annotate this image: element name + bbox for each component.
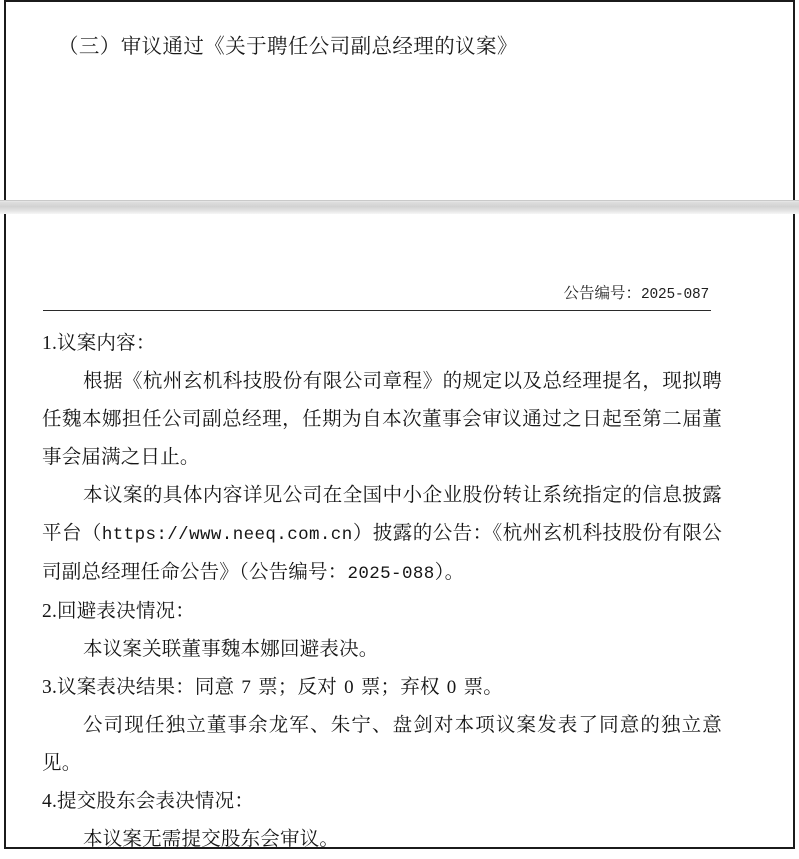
inline-latin-text: https://www.neeq.com.cn	[101, 525, 353, 545]
previous-page-content	[6, 2, 793, 200]
page-separator	[0, 200, 799, 214]
inline-number: 0	[344, 677, 354, 698]
section-title-proposal-content: 1.议案内容：	[42, 333, 156, 354]
announcement-number-value: 2025-087	[640, 287, 709, 303]
announcement-number-header	[563, 283, 709, 306]
inline-number: 0	[446, 677, 457, 698]
paragraph-independent-opinion: 公司现任独立董事余龙军、朱宁、盘剑对本项议案发表了同意的独立意见。	[42, 715, 722, 774]
paragraph-shareholder-detail: 本议案无需提交股东会审议。	[83, 829, 340, 850]
section-title-abstention: 2.回避表决情况：	[42, 601, 195, 622]
inline-latin-text: 2025-088	[347, 564, 435, 584]
paragraph-disclosure-platform: 本议案的具体内容详见公司在全国中小企业股份转让系统指定的信息披露平台（https://www.neeq.com.cn）披露的公告：《杭州玄机科技股份有限公司副总经理任命公告》（公告编号：2025-088）。	[42, 485, 722, 584]
header-divider	[43, 310, 711, 311]
document-body	[42, 325, 722, 859]
paragraph-appointment-basis: 根据《杭州玄机科技股份有限公司章程》的规定以及总经理提名，现拟聘任魏本娜担任公司副总经理，任期为自本次董事会审议通过之日起至第二届董事会届满之日止。	[42, 371, 722, 468]
announcement-number-label: 公告编号：	[563, 285, 641, 302]
proposal-heading: （三）审议通过《关于聘任公司副总经理的议案》	[58, 36, 518, 58]
inline-number: 7	[241, 677, 252, 698]
previous-page-sheet	[4, 0, 795, 200]
section-title-voting-result: 3.议案表决结果：同意 7 票；反对 0 票；弃权 0 票。	[42, 677, 503, 698]
current-page-content	[6, 214, 793, 850]
paragraph-abstention-detail: 本议案关联董事魏本娜回避表决。	[83, 639, 379, 660]
current-page-sheet	[4, 214, 795, 849]
section-title-shareholder-submission: 4.提交股东会表决情况：	[42, 791, 255, 812]
